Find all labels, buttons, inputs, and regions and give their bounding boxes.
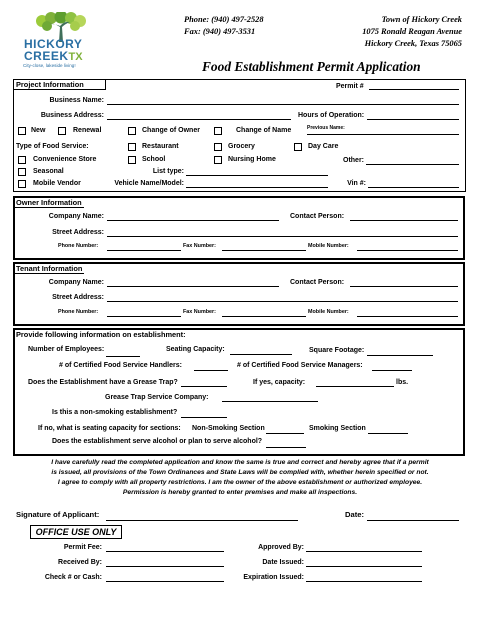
employees-field[interactable] — [106, 356, 140, 357]
list-type-field[interactable] — [186, 175, 328, 176]
tenant-street-label: Street Address: — [52, 294, 104, 301]
previous-name-label: Previous Name: — [307, 125, 345, 131]
logo-tagline: City-close, lakeside living! — [23, 63, 76, 68]
school-checkbox[interactable] — [128, 156, 136, 164]
hours-label: Hours of Operation: — [298, 112, 365, 119]
header-phone: Phone: (940) 497-2528 — [184, 15, 264, 24]
non-smoking-label: Is this a non-smoking establishment? — [52, 409, 178, 416]
tenant-company-label: Company Name: — [48, 279, 104, 286]
handlers-label: # of Certified Food Service Handlers: — [59, 362, 182, 369]
logo-suffix: TX — [68, 51, 83, 63]
office-use-title: OFFICE USE ONLY — [30, 525, 122, 539]
tenant-mobile-label: Mobile Number: — [308, 309, 349, 315]
owner-phone-label: Phone Number: — [58, 243, 99, 249]
change-owner-checkbox[interactable] — [128, 127, 136, 135]
square-footage-field[interactable] — [367, 355, 433, 356]
smoking-section-label: Smoking Section — [309, 425, 366, 432]
signature-field[interactable] — [106, 520, 298, 521]
list-type-label: List type: — [152, 168, 184, 175]
owner-company-label: Company Name: — [48, 213, 104, 220]
handlers-field[interactable] — [194, 370, 228, 371]
permit-label: Permit # — [336, 83, 364, 90]
change-owner-label: Change of Owner — [142, 127, 200, 134]
grocery-checkbox[interactable] — [214, 143, 222, 151]
day-care-checkbox[interactable] — [294, 143, 302, 151]
approved-by-label: Approved By: — [258, 544, 304, 551]
managers-label: # of Certified Food Service Managers: — [237, 362, 363, 369]
seating-field[interactable] — [230, 354, 292, 355]
permit-field[interactable] — [369, 89, 459, 90]
business-address-label: Business Address: — [40, 112, 104, 119]
project-title: Project Information — [16, 80, 84, 89]
owner-mobile-label: Mobile Number: — [308, 243, 349, 249]
expiration-field[interactable] — [306, 581, 422, 582]
capacity-label: If yes, capacity: — [253, 379, 306, 386]
non-smoking-section-label: Non-Smoking Section — [192, 425, 265, 432]
header-address2: Hickory Creek, Texas 75065 — [364, 39, 462, 48]
business-name-label: Business Name: — [49, 97, 104, 104]
tenant-contact-label: Contact Person: — [290, 279, 345, 286]
header-org: Town of Hickory Creek — [381, 15, 462, 24]
change-name-checkbox[interactable] — [214, 127, 222, 135]
received-by-label: Received By: — [58, 559, 102, 566]
establishment-title: Provide following information on establishment: — [16, 330, 186, 339]
statement-line-4: Permission is hereby granted to enter premises and make all inspections. — [122, 489, 358, 496]
owner-contact-field[interactable] — [350, 220, 458, 221]
approved-by-field[interactable] — [306, 551, 422, 552]
school-label: School — [142, 156, 166, 163]
seasonal-label: Seasonal — [33, 168, 64, 175]
type-of-service-label: Type of Food Service: — [16, 143, 89, 150]
header-fax: Fax: (940) 497-3531 — [184, 27, 256, 36]
new-checkbox[interactable] — [18, 127, 26, 135]
renewal-label: Renewal — [73, 127, 102, 134]
town-logo — [20, 12, 102, 70]
owner-street-label: Street Address: — [52, 229, 104, 236]
statement-line-3: I agree to comply with all property restrictions. I am the owner of the above establishment or authorized employee. — [57, 479, 423, 486]
owner-fax-field[interactable] — [222, 250, 306, 251]
restaurant-label: Restaurant — [142, 143, 179, 150]
convenience-label: Convenience Store — [33, 156, 97, 163]
tenant-fax-field[interactable] — [222, 316, 306, 317]
square-footage-label: Square Footage: — [309, 347, 365, 354]
tenant-fax-label: Fax Number: — [183, 309, 216, 315]
tenant-mobile-field[interactable] — [357, 316, 458, 317]
owner-phone-field[interactable] — [107, 250, 181, 251]
statement-line-1: I have carefully read the completed application and know the same is true and correct and hereby agree that if a permit — [51, 459, 429, 466]
day-care-label: Day Care — [308, 143, 339, 150]
owner-mobile-field[interactable] — [357, 250, 458, 251]
tenant-company-field[interactable] — [107, 286, 279, 287]
check-cash-label: Check # or Cash: — [44, 574, 102, 581]
vehicle-label: Vehicle Name/Model: — [114, 180, 184, 187]
logo-name-line2: CREEK — [24, 49, 69, 63]
owner-company-field[interactable] — [107, 220, 279, 221]
logo-name-line1: HICKORY — [24, 37, 83, 51]
alcohol-label: Does the establishment serve alcohol or plan to serve alcohol? — [52, 438, 263, 445]
tenant-phone-field[interactable] — [107, 316, 181, 317]
tenant-contact-field[interactable] — [350, 286, 458, 287]
grease-trap-field[interactable] — [181, 386, 227, 387]
business-name-field[interactable] — [107, 104, 459, 105]
owner-contact-label: Contact Person: — [290, 213, 345, 220]
restaurant-checkbox[interactable] — [128, 143, 136, 151]
seasonal-checkbox[interactable] — [18, 168, 26, 176]
employees-label: Number of Employees: — [28, 346, 105, 353]
check-cash-field[interactable] — [106, 581, 224, 582]
header-address1: 1075 Ronald Reagan Avenue — [362, 27, 462, 36]
date-field[interactable] — [367, 520, 459, 521]
signature-label: Signature of Applicant: — [16, 510, 100, 519]
grocery-label: Grocery — [228, 143, 255, 150]
new-label: New — [31, 127, 46, 134]
non-smoking-field[interactable] — [181, 417, 227, 418]
page-title: Food Establishment Permit Application — [202, 59, 421, 74]
seating-label: Seating Capacity: — [166, 346, 225, 353]
other-field[interactable] — [366, 164, 459, 165]
smoking-section-field[interactable] — [368, 433, 408, 434]
owner-fax-label: Fax Number: — [183, 243, 216, 249]
grease-trap-label: Does the Establishment have a Grease Trap? — [28, 379, 178, 386]
received-by-field[interactable] — [106, 566, 224, 567]
convenience-checkbox[interactable] — [18, 156, 26, 164]
vin-label: Vin #: — [347, 180, 366, 187]
mobile-checkbox[interactable] — [18, 180, 26, 188]
if-no-label: If no, what is seating capacity for sections: — [38, 425, 181, 432]
permit-fee-field[interactable] — [106, 551, 224, 552]
date-issued-label: Date Issued: — [262, 559, 304, 566]
tenant-street-field[interactable] — [107, 301, 458, 302]
vehicle-field[interactable] — [186, 187, 328, 188]
grease-company-label: Grease Trap Service Company: — [105, 394, 209, 401]
date-issued-field[interactable] — [306, 566, 422, 567]
previous-name-field[interactable] — [307, 134, 459, 135]
mobile-label: Mobile Vendor — [33, 180, 81, 187]
business-address-field[interactable] — [107, 119, 291, 120]
permit-fee-label: Permit Fee: — [63, 544, 102, 551]
capacity-field[interactable] — [316, 386, 394, 387]
nursing-label: Nursing Home — [228, 156, 276, 163]
managers-field[interactable] — [372, 370, 412, 371]
other-label: Other: — [343, 157, 364, 164]
hours-field[interactable] — [367, 119, 459, 120]
grease-company-field[interactable] — [222, 401, 318, 402]
non-smoking-section-field[interactable] — [266, 433, 304, 434]
vin-field[interactable] — [368, 187, 459, 188]
tenant-title: Tenant Information — [16, 264, 83, 273]
tenant-phone-label: Phone Number: — [58, 309, 99, 315]
lbs-label: lbs. — [396, 379, 409, 386]
change-name-label: Change of Name — [236, 127, 292, 134]
renewal-checkbox[interactable] — [58, 127, 66, 135]
owner-street-field[interactable] — [107, 236, 458, 237]
nursing-checkbox[interactable] — [214, 156, 222, 164]
alcohol-field[interactable] — [266, 447, 306, 448]
statement-line-2: is issued, all provisions of the Town Ordinances and State Laws will be complied with, whether herein specified or not. — [51, 469, 429, 476]
date-label: Date: — [345, 510, 364, 519]
owner-title: Owner Information — [16, 198, 82, 207]
expiration-label: Expiration Issued: — [243, 574, 304, 581]
